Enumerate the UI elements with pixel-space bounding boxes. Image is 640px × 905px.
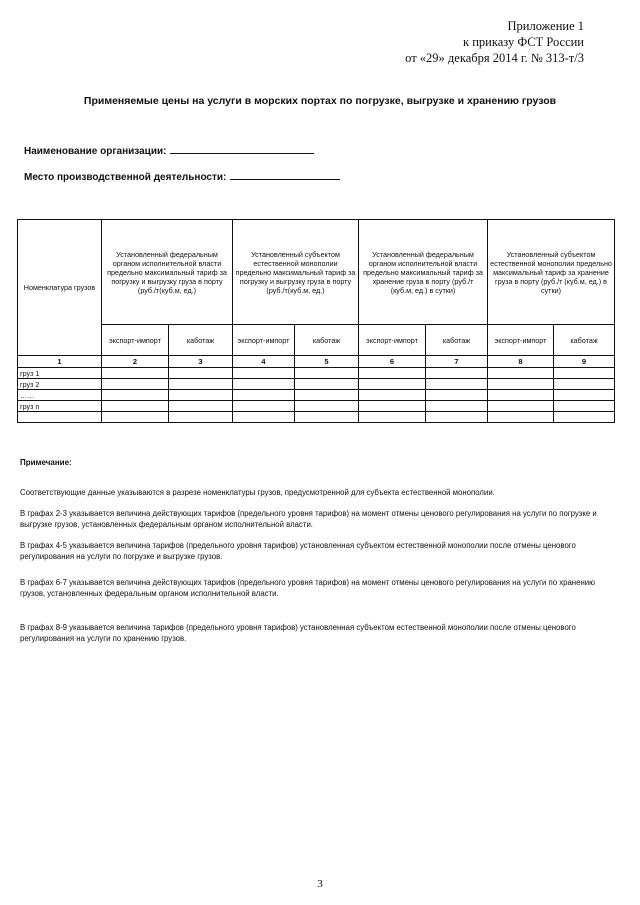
table-cell	[554, 379, 615, 390]
column-number: 6	[359, 356, 426, 368]
sub-header-export: экспорт-импорт	[233, 325, 295, 356]
column-number: 1	[18, 356, 102, 368]
table-row	[18, 401, 615, 412]
table-cell	[233, 401, 295, 412]
table-cell	[233, 368, 295, 379]
table-cell	[233, 412, 295, 423]
table-cell	[426, 368, 488, 379]
sub-header-cabotage: каботаж	[426, 325, 488, 356]
table-cell	[295, 368, 359, 379]
group-header-4: Установленный субъектом естественной монополии предельно максимальный тариф за хранение груза в порту (руб./т (куб.м, ед.) в сутки)	[488, 220, 615, 325]
table-cell	[359, 368, 426, 379]
table-cell	[426, 412, 488, 423]
table-cell	[102, 390, 169, 401]
row-label: ……	[18, 390, 102, 401]
sub-header-export: экспорт-импорт	[102, 325, 169, 356]
table-cell	[169, 368, 233, 379]
sub-header-export: экспорт-импорт	[359, 325, 426, 356]
table-cell	[359, 412, 426, 423]
sub-header-export: экспорт-импорт	[488, 325, 554, 356]
table-cell	[359, 401, 426, 412]
row-label-empty	[18, 412, 102, 423]
table-cell	[102, 368, 169, 379]
page-number: 3	[317, 878, 323, 890]
tariff-table	[17, 219, 615, 423]
table-cell	[295, 412, 359, 423]
table-cell	[233, 390, 295, 401]
group-header-3: Установленный федеральным органом исполнительной власти предельно максимальный тариф за хранение груза в порту (руб./т (куб.м, ед.) в сутки)	[359, 220, 488, 325]
appendix-line-2: к приказу ФСТ России	[463, 35, 584, 49]
organization-field	[24, 144, 314, 157]
appendix-line-1: Приложение 1	[507, 19, 584, 33]
sub-header-cabotage: каботаж	[295, 325, 359, 356]
table-cell	[554, 390, 615, 401]
table-cell	[488, 379, 554, 390]
table-cell	[359, 390, 426, 401]
table-cell	[426, 401, 488, 412]
table-row	[18, 390, 615, 401]
sub-header-cabotage: каботаж	[554, 325, 615, 356]
table-row	[18, 368, 615, 379]
table-cell	[295, 390, 359, 401]
table-cell	[554, 368, 615, 379]
row-label: груз n	[18, 401, 102, 412]
table-cell	[554, 401, 615, 412]
table-row	[18, 379, 615, 390]
column-number: 5	[295, 356, 359, 368]
note-paragraph-5: В графах 8-9 указывается величина тарифов (предельного уровня тарифов) установленная субъектом естественной монополии после отмены ценового регулирования на услуги по хранению грузов.	[20, 623, 576, 643]
place-field	[24, 170, 340, 183]
table-cell	[102, 379, 169, 390]
table-row	[18, 412, 615, 423]
nomenclature-header: Номенклатура грузов	[18, 220, 102, 356]
table-cell	[488, 401, 554, 412]
group-header-2: Установленный субъектом естественной монополии предельно максимальный тариф за погрузку и выгрузку груза в порту (руб./т(куб.м, ед.)	[233, 220, 359, 325]
table-cell	[169, 401, 233, 412]
place-label: Место производственной деятельности:	[24, 172, 227, 183]
appendix-line-3: от «29» декабря 2014 г. № 313-т/3	[405, 51, 584, 65]
table-cell	[488, 368, 554, 379]
table-cell	[102, 401, 169, 412]
table-cell	[426, 379, 488, 390]
table-cell	[359, 379, 426, 390]
table-cell	[169, 412, 233, 423]
table-cell	[169, 390, 233, 401]
appendix-header	[405, 18, 584, 66]
organization-label: Наименование организации:	[24, 146, 167, 157]
table-cell	[233, 379, 295, 390]
column-number: 8	[488, 356, 554, 368]
note-paragraph-2: В графах 2-3 указывается величина действующих тарифов (предельного уровня тарифов) на момент отмены ценового регулирования на услуги по погрузке и выгрузке грузов, установленных федеральным органом исполнительной власти.	[20, 509, 597, 529]
table-cell	[426, 390, 488, 401]
column-number: 3	[169, 356, 233, 368]
organization-blank	[170, 144, 314, 154]
page-title: Применяемые цены на услуги в морских портах по погрузке, выгрузке и хранению грузов	[83, 95, 557, 107]
sub-header-cabotage: каботаж	[169, 325, 233, 356]
note-paragraph-1: Соответствующие данные указываются в разрезе номенклатуры грузов, предусмотренной для субъекта естественной монополии.	[20, 488, 495, 497]
table-cell	[295, 401, 359, 412]
note-paragraph-3: В графах 4-5 указывается величина тарифов (предельного уровня тарифов) установленная субъектом естественной монополии после отмены ценового регулирования на услуги по погрузке и выгрузке грузов.	[20, 541, 576, 561]
table-cell	[102, 412, 169, 423]
table-cell	[295, 379, 359, 390]
table-cell	[488, 412, 554, 423]
group-header-1: Установленный федеральным органом исполнительной власти предельно максимальный тариф за погрузку и выгрузку груза в порту (руб./т(куб.м, ед.)	[102, 220, 233, 325]
table-cell	[488, 390, 554, 401]
place-blank	[230, 170, 340, 180]
column-number: 9	[554, 356, 615, 368]
column-number: 7	[426, 356, 488, 368]
column-number: 4	[233, 356, 295, 368]
note-paragraph-4: В графах 6-7 указывается величина действующих тарифов (предельного уровня тарифов) на момент отмены ценового регулирования на услуги по хранению грузов, установленных федеральным органом исполнительной власти.	[20, 578, 595, 598]
notes-heading: Примечание:	[20, 458, 72, 467]
row-label: груз 1	[18, 368, 102, 379]
table-cell	[169, 379, 233, 390]
table-cell	[554, 412, 615, 423]
row-label: груз 2	[18, 379, 102, 390]
column-number: 2	[102, 356, 169, 368]
